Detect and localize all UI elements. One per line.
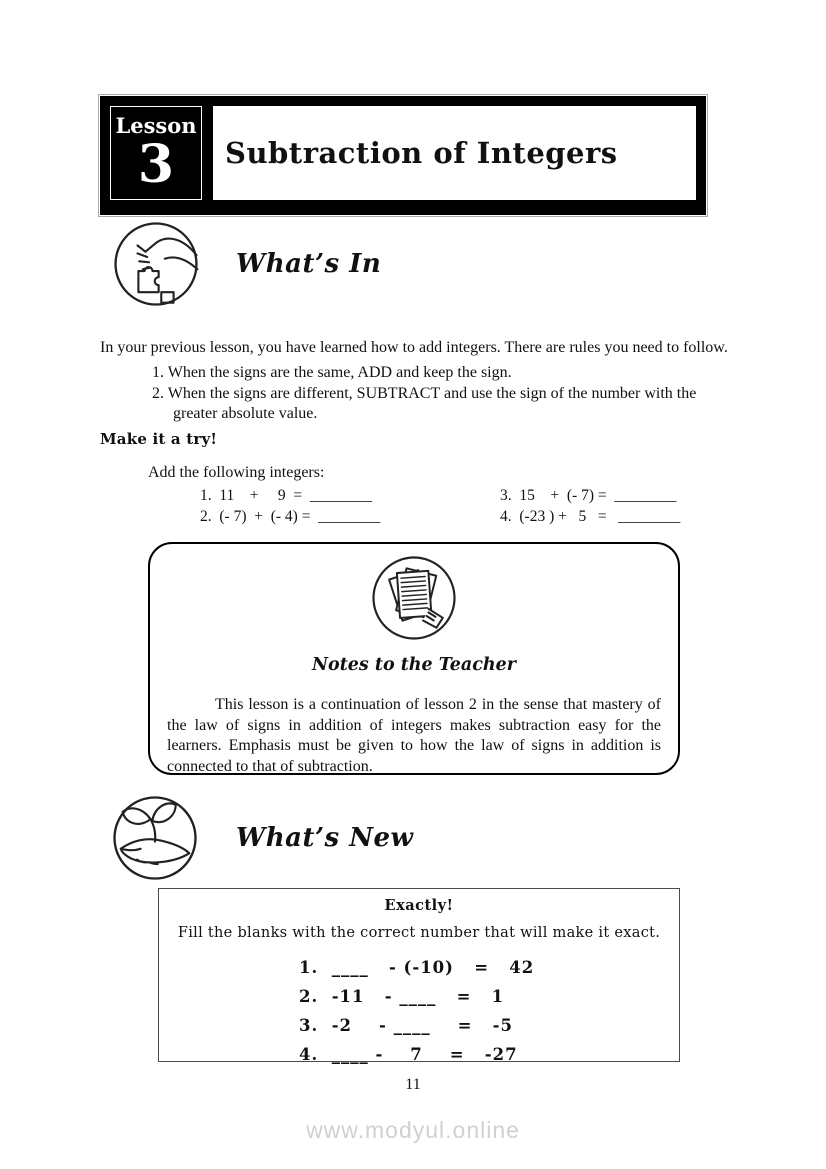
rule-item: 2. When the signs are different, SUBTRACT and use the sign of the number with the greater absolute value. — [152, 384, 697, 422]
lesson-title-box — [210, 103, 699, 203]
exactly-box — [158, 888, 680, 1062]
page-number: 11 — [405, 1076, 421, 1093]
exercise-item: 4. (-23 ) + 5 = ________ — [500, 508, 681, 525]
exactly-instruction: Fill the blanks with the correct number that will make it exact. — [177, 925, 661, 941]
whats-in-heading: What’s In — [236, 249, 382, 279]
addition-exercises — [200, 485, 728, 527]
watermark: www.modyul.online — [306, 1117, 520, 1143]
lesson-number-box — [107, 103, 205, 203]
lesson-title: Subtraction of Integers — [225, 136, 618, 170]
exercise-item: 2. (- 7) + (- 4) = ________ — [200, 508, 381, 525]
notes-body: This lesson is a continuation of lesson 2 in the sense that mastery of the law of signs in addition of integers makes subtraction easy for the learners. Emphasis must be given to how the law of signs in addition is connected to that of subtraction. — [167, 696, 661, 775]
exercise-item: 3. 15 + (- 7) = ________ — [500, 487, 677, 504]
fill-blank-equations — [299, 953, 679, 1069]
make-it-a-try-heading: Make it a try! — [100, 430, 218, 448]
equation-item: 4. ____ - 7 = -27 — [299, 1045, 518, 1064]
lesson-banner — [100, 96, 706, 215]
puzzle-hand-icon — [112, 220, 200, 308]
notes-title: Notes to the Teacher — [312, 655, 516, 675]
plant-hand-icon — [110, 793, 200, 883]
whats-new-section-header — [110, 793, 413, 883]
whats-new-heading: What’s New — [236, 823, 414, 853]
rule-item: 1. When the signs are the same, ADD and keep the sign. — [152, 364, 512, 381]
intro-paragraph: In your previous lesson, you have learned how to add integers. There are rules you need to follow. — [100, 339, 728, 356]
equation-item: 1. ____ - (-10) = 42 — [299, 958, 535, 977]
lesson-number: 3 — [137, 134, 175, 195]
rules-list — [152, 363, 728, 425]
notes-to-teacher-box — [148, 542, 680, 775]
exactly-title: Exactly! — [384, 897, 454, 914]
equation-item: 3. -2 - ____ = -5 — [299, 1016, 513, 1035]
add-integers-instruction: Add the following integers: — [148, 464, 325, 481]
papers-hand-icon — [369, 553, 459, 643]
exercise-item: 1. 11 + 9 = ________ — [200, 487, 372, 504]
lesson-label: Lesson — [115, 113, 197, 138]
whats-in-section-header — [112, 220, 381, 308]
equation-item: 2. -11 - ____ = 1 — [299, 987, 505, 1006]
